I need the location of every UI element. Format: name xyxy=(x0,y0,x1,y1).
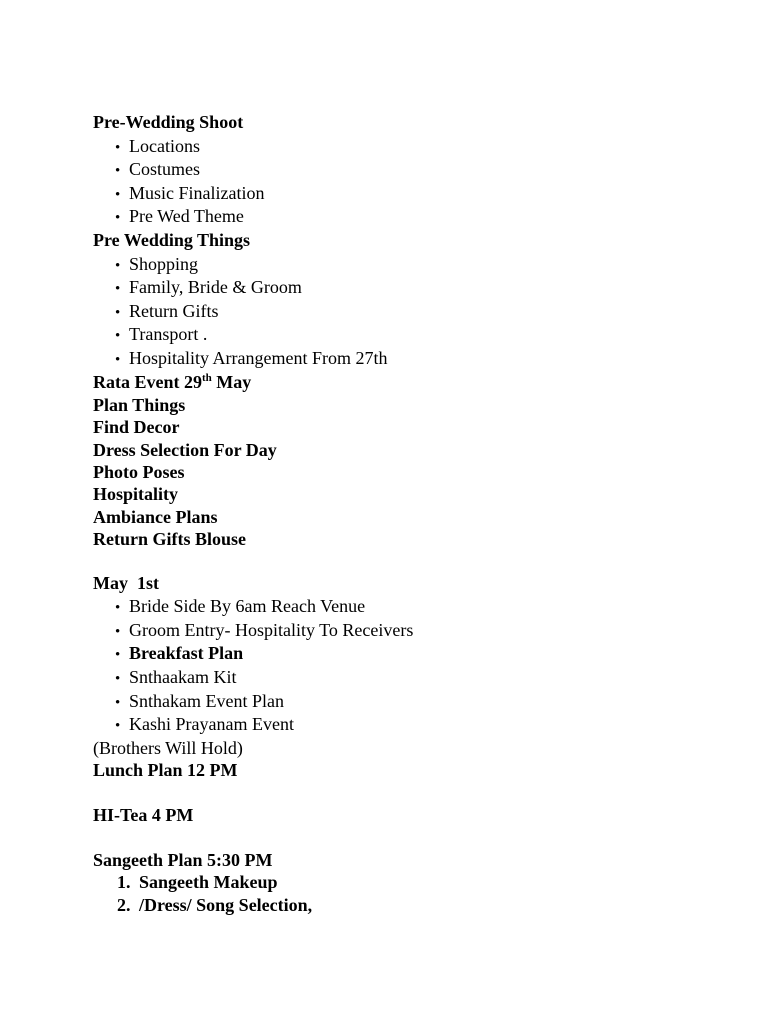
list-item-text: Breakfast Plan xyxy=(129,643,244,664)
list-item-text: Hospitality Arrangement From 27th xyxy=(129,347,388,368)
list-item-text: Snthaakam Kit xyxy=(129,666,237,687)
list-pre-wedding-shoot xyxy=(93,135,733,229)
list-item xyxy=(93,690,733,714)
list-may-1st xyxy=(93,595,733,737)
task-item: Ambiance Plans xyxy=(93,506,218,527)
list-item xyxy=(93,182,733,206)
heading-sangeeth: Sangeeth Plan 5:30 PM xyxy=(93,849,273,870)
list-item xyxy=(93,666,733,690)
task-item: Hospitality xyxy=(93,484,179,505)
list-item xyxy=(93,253,733,277)
spacer xyxy=(93,550,733,571)
list-sangeeth xyxy=(93,871,733,916)
list-pre-wedding-things xyxy=(93,253,733,371)
task-item: Plan Things xyxy=(93,395,186,416)
list-item-text: Transport . xyxy=(129,324,208,345)
rata-event-text: Rata Event 29 xyxy=(93,371,202,392)
bullet-icon: • xyxy=(115,351,121,368)
bullet-icon: • xyxy=(115,186,121,203)
list-item xyxy=(93,276,733,300)
heading-pre-wedding-things: Pre Wedding Things xyxy=(93,229,251,250)
list-item-text: Music Finalization xyxy=(129,182,265,203)
bullet-icon: • xyxy=(115,304,121,321)
numbered-item xyxy=(93,871,733,894)
list-item-text: Costumes xyxy=(129,159,201,180)
bullet-icon: • xyxy=(115,328,121,345)
list-item-text: Family, Bride & Groom xyxy=(129,277,302,298)
list-item-text: Kashi Prayanam Event xyxy=(129,714,294,735)
note-brothers: (Brothers Will Hold) xyxy=(93,737,243,758)
task-item: Dress Selection For Day xyxy=(93,439,277,460)
list-item xyxy=(93,205,733,229)
list-item xyxy=(93,347,733,371)
list-item-text: Bride Side By 6am Reach Venue xyxy=(129,596,366,617)
bullet-icon: • xyxy=(115,281,121,298)
spacer xyxy=(93,781,733,804)
list-item-text: Shopping xyxy=(129,253,199,274)
lunch-plan: Lunch Plan 12 PM xyxy=(93,759,238,780)
list-item-text: /Dress/ Song Selection, xyxy=(139,894,313,915)
list-item-text: Return Gifts xyxy=(129,300,219,321)
task-list xyxy=(93,394,733,550)
numbered-item xyxy=(93,894,733,917)
list-item xyxy=(93,323,733,347)
list-item xyxy=(93,619,733,643)
list-item-text: Snthakam Event Plan xyxy=(129,690,284,711)
bullet-icon: • xyxy=(115,694,121,711)
bullet-icon: • xyxy=(115,257,121,274)
hi-tea: HI-Tea 4 PM xyxy=(93,804,194,825)
bullet-icon: • xyxy=(115,139,121,156)
item-number: 1. xyxy=(117,872,131,893)
list-item-text: Pre Wed Theme xyxy=(129,206,244,227)
task-item: Return Gifts Blouse xyxy=(93,528,246,549)
bullet-icon: • xyxy=(115,647,121,664)
list-item-text: Groom Entry- Hospitality To Receivers xyxy=(129,619,414,640)
heading-pre-wedding-shoot: Pre-Wedding Shoot xyxy=(93,112,244,132)
spacer xyxy=(93,826,733,849)
bullet-icon: • xyxy=(115,670,121,687)
list-item-text: Sangeeth Makeup xyxy=(139,872,278,893)
rata-event-month: May xyxy=(211,371,252,392)
list-item xyxy=(93,158,733,182)
task-item: Find Decor xyxy=(93,417,180,438)
list-item xyxy=(93,713,733,737)
heading-may-1st: May 1st xyxy=(93,572,159,593)
task-item: Photo Poses xyxy=(93,462,185,483)
list-item-text: Locations xyxy=(129,135,200,156)
list-item xyxy=(93,300,733,324)
bullet-icon: • xyxy=(115,600,121,617)
bullet-icon: • xyxy=(115,210,121,227)
ordinal-suffix: th xyxy=(202,371,212,384)
heading-rata-event xyxy=(93,371,733,395)
bullet-icon: • xyxy=(115,163,121,180)
list-item xyxy=(93,135,733,159)
bullet-icon: • xyxy=(115,718,121,735)
document-body xyxy=(93,111,733,916)
item-number: 2. xyxy=(117,894,131,915)
bullet-icon: • xyxy=(115,623,121,640)
list-item xyxy=(93,642,733,666)
list-item xyxy=(93,595,733,619)
